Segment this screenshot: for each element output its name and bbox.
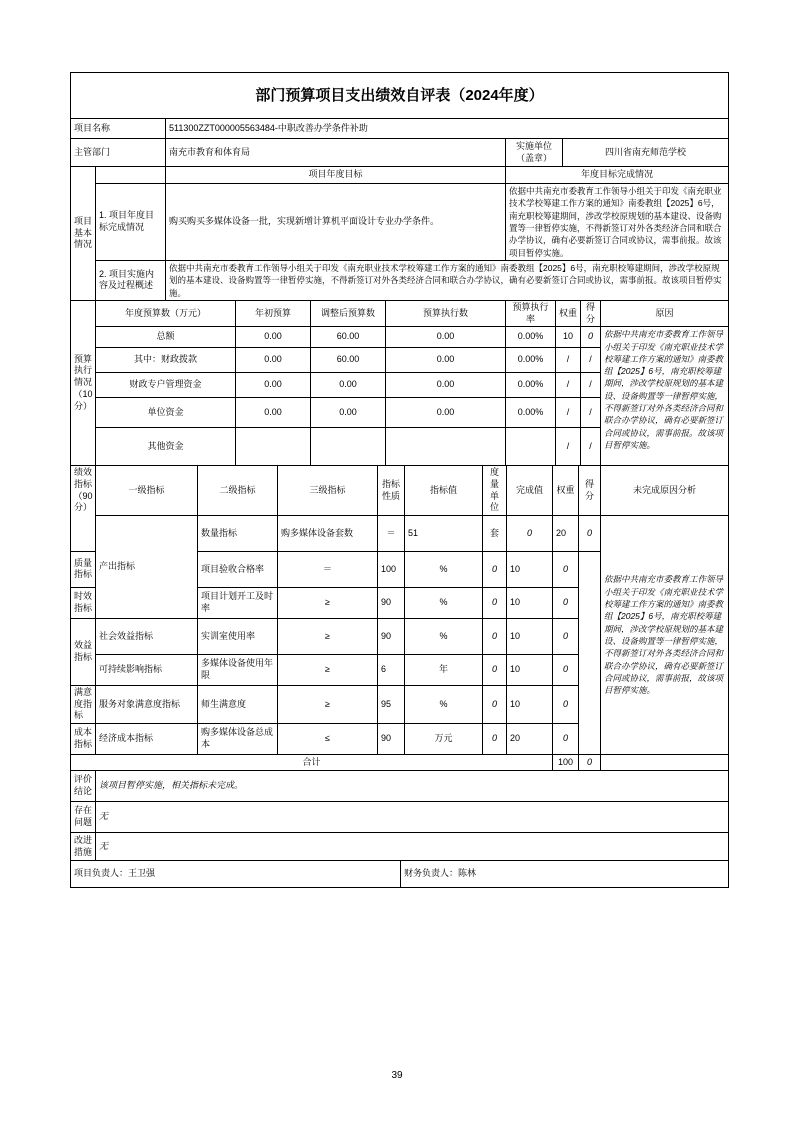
ind-weight: 10 (507, 618, 553, 654)
ind-weight: 20 (507, 724, 553, 755)
budget-rate: 0.00% (506, 348, 556, 373)
goal-header: 项目年度目标 (166, 167, 506, 184)
ind-score: 0 (553, 587, 579, 618)
budget-executed: 0.00 (386, 348, 506, 373)
budget-adjusted: 0.00 (311, 373, 386, 398)
ind-level2: 数量指标 (198, 515, 278, 551)
budget-initial: 0.00 (236, 327, 311, 348)
budget-rate: 0.00% (506, 373, 556, 398)
ind-header-level3: 三级指标 (278, 466, 378, 516)
ind-header-weight: 权重 (553, 466, 579, 516)
total-score: 0 (579, 755, 601, 771)
budget-executed (386, 428, 506, 466)
total-row (71, 755, 729, 771)
annual-goal-text: 购买购买多媒体设备一批，实现新增计算机平面设计专业办学条件。 (166, 184, 506, 261)
dept-value: 南充市教育和体育局 (166, 139, 506, 167)
implementation-text: 依据中共南充市委教育工作领导小组关于印发《南充职业技术学校筹建工作方案的通知》南委教组【2025】6号，南充职校筹建期间，涉改学校原规划的基本建设、设备购置等一律暂停实施，不得新签订对外各类经济合同和联合办学协议，确有必要新签订合同或协议，需事前报。故该项目暂停实施。 (166, 260, 729, 300)
budget-section-table (70, 300, 729, 466)
ind-unit: % (405, 618, 483, 654)
ind-weight: 20 (553, 515, 579, 551)
ind-actual: 0 (483, 618, 507, 654)
ind-header-level1: 一级指标 (96, 466, 198, 516)
ind-actual: 0 (483, 587, 507, 618)
ind-level3: 多媒体设备使用年限 (198, 654, 278, 685)
ind-unit: % (405, 587, 483, 618)
budget-score: 0 (581, 327, 601, 348)
budget-initial: 0.00 (236, 398, 311, 428)
ind-nature: ≥ (278, 685, 378, 723)
project-name-label: 项目名称 (71, 119, 166, 139)
ind-target: 100 (378, 551, 405, 587)
ind-level2: 时效指标 (71, 587, 96, 618)
ind-header-target: 指标值 (405, 466, 483, 516)
ind-nature: ＝ (378, 515, 405, 551)
indicators-section-table (70, 465, 729, 771)
budget-row-name: 其他资金 (96, 428, 236, 466)
budget-executed: 0.00 (386, 327, 506, 348)
budget-initial: 0.00 (236, 348, 311, 373)
budget-header-weight: 权重 (556, 300, 581, 326)
ind-score: 0 (553, 654, 579, 685)
budget-header-rate: 预算执行率 (506, 300, 556, 326)
ind-target: 51 (405, 515, 483, 551)
ind-level2: 经济成本指标 (96, 724, 198, 755)
ind-nature: ≥ (278, 654, 378, 685)
form-title: 部门预算项目支出绩效自评表（2024年度） (71, 73, 729, 119)
finance-manager: 财务负责人：陈林 (401, 861, 729, 888)
ind-score: 0 (553, 618, 579, 654)
project-manager: 项目负责人：王卫强 (71, 861, 401, 888)
ind-nature: ≥ (278, 587, 378, 618)
ind-header-actual: 完成值 (507, 466, 553, 516)
ind-unit: % (405, 685, 483, 723)
budget-adjusted: 0.00 (311, 398, 386, 428)
ind-actual: 0 (483, 724, 507, 755)
budget-row-name: 总额 (96, 327, 236, 348)
ind-actual: 0 (483, 685, 507, 723)
budget-score: / (581, 373, 601, 398)
conclusion-label: 评价结论 (71, 771, 96, 802)
budget-initial (236, 428, 311, 466)
budget-adjusted: 60.00 (311, 348, 386, 373)
budget-weight: 10 (556, 327, 581, 348)
basic-header-spacer (96, 167, 166, 184)
ind-level3: 项目计划开工及时率 (198, 587, 278, 618)
budget-header-executed: 预算执行数 (386, 300, 506, 326)
ind-level3: 项目验收合格率 (198, 551, 278, 587)
ind-actual: 0 (483, 654, 507, 685)
budget-adjusted (311, 428, 386, 466)
unit-value: 四川省南充师范学校 (563, 139, 729, 167)
budget-initial: 0.00 (236, 373, 311, 398)
budget-weight: / (556, 348, 581, 373)
completion-header: 年度目标完成情况 (506, 167, 729, 184)
problems-label: 存在问题 (71, 802, 96, 833)
conclusion-text: 该项目暂停实施，相关指标未完成。 (96, 771, 729, 802)
budget-executed: 0.00 (386, 373, 506, 398)
budget-weight: / (556, 398, 581, 428)
budget-header-reason: 原因 (601, 300, 729, 326)
budget-reason-text: 依据中共南充市委教育工作领导小组关于印发《南充职业技术学校筹建工作方案的通知》南委教组【2025】6号，南充职校筹建期间，涉改学校原规划的基本建设、设备购置等一律暂停实施，不得新签订对外各类经济合同和联合办学协议，确有必要新签订合同或协议，需事前报。故该项目暂停实施。 (601, 327, 729, 466)
budget-weight: / (556, 373, 581, 398)
ind-level1: 成本指标 (71, 724, 96, 755)
indicator-row-quantity (71, 515, 729, 551)
ind-unit: % (405, 551, 483, 587)
basic-section-label: 项目基本情况 (71, 167, 96, 301)
ind-unit: 套 (483, 515, 507, 551)
indicators-section-label: 绩效指标（90分） (71, 466, 96, 552)
ind-target: 90 (378, 618, 405, 654)
ind-level2: 可持续影响指标 (96, 654, 198, 685)
budget-row-name: 单位资金 (96, 398, 236, 428)
unit-label: 实施单位（盖章） (506, 139, 563, 167)
dept-label: 主管部门 (71, 139, 166, 167)
ind-nature: ≥ (278, 618, 378, 654)
basic-row2-label: 2. 项目实施内容及过程概述 (96, 260, 166, 300)
ind-score: 0 (579, 515, 601, 551)
improvements-text: 无 (96, 833, 729, 861)
budget-rate: 0.00% (506, 398, 556, 428)
budget-row-name: 其中：财政拨款 (96, 348, 236, 373)
ind-weight: 10 (507, 654, 553, 685)
budget-executed: 0.00 (386, 398, 506, 428)
ind-level1: 产出指标 (96, 515, 198, 618)
goal-completion-text: 依据中共南充市委教育工作领导小组关于印发《南充职业技术学校筹建工作方案的通知》南委教组【2025】6号，南充职校筹建期间，涉改学校原规划的基本建设、设备购置等一律暂停实施，不得新签订对外各类经济合同和联合办学协议，确有必要新签订合同或协议，需事前报。故该项目暂停实施。 (506, 184, 729, 261)
budget-score: / (581, 428, 601, 466)
budget-header-name: 年度预算数（万元） (96, 300, 236, 326)
page-number: 39 (391, 1070, 403, 1081)
indicators-reason-text: 依据中共南充市委教育工作领导小组关于印发《南充职业技术学校筹建工作方案的通知》南委教组【2025】6号，南充职校筹建期间，涉改学校原规划的基本建设、设备购置等一律暂停实施，不得新签订对外各类经济合同和联合办学协议，确有必要新签订合同或协议，需事前报，故该项目暂停实施。 (601, 515, 729, 754)
ind-target: 95 (378, 685, 405, 723)
ind-weight: 10 (507, 685, 553, 723)
ind-nature: ≤ (278, 724, 378, 755)
budget-rate: 0.00% (506, 327, 556, 348)
budget-section-label: 预算执行情况（10分） (71, 300, 96, 465)
ind-level2: 质量指标 (71, 551, 96, 587)
ind-level3: 购多媒体设备套数 (278, 515, 378, 551)
improvements-label: 改进措施 (71, 833, 96, 861)
self-evaluation-form (70, 72, 728, 888)
budget-score: / (581, 348, 601, 373)
ind-level3: 实训室使用率 (198, 618, 278, 654)
ind-weight: 10 (507, 551, 553, 587)
ind-score: 0 (553, 724, 579, 755)
budget-rate (506, 428, 556, 466)
footer-table (70, 770, 729, 888)
ind-level2: 社会效益指标 (96, 618, 198, 654)
ind-level3: 购多媒体设备总成本 (198, 724, 278, 755)
ind-target: 90 (378, 587, 405, 618)
budget-score: / (581, 398, 601, 428)
ind-actual: 0 (507, 515, 553, 551)
total-label: 合计 (71, 755, 553, 771)
ind-header-reason: 未完成原因分析 (601, 466, 729, 516)
project-name-value: 511300ZZT000005563484-中职改善办学条件补助 (166, 119, 729, 139)
header-table (70, 72, 729, 167)
basic-section-table (70, 166, 729, 301)
ind-score: 0 (553, 551, 579, 587)
ind-weight: 10 (507, 587, 553, 618)
ind-target: 90 (378, 724, 405, 755)
total-weight: 100 (553, 755, 579, 771)
ind-actual: 0 (483, 551, 507, 587)
ind-level3: 师生满意度 (198, 685, 278, 723)
basic-row1-label: 1. 项目年度目标完成情况 (96, 184, 166, 261)
ind-level1: 满意度指标 (71, 685, 96, 723)
ind-header-level2: 二级指标 (198, 466, 278, 516)
ind-header-unit: 度量单位 (483, 466, 507, 516)
ind-unit: 万元 (405, 724, 483, 755)
problems-text: 无 (96, 802, 729, 833)
ind-target: 6 (378, 654, 405, 685)
ind-unit: 年 (405, 654, 483, 685)
budget-header-adjusted: 调整后预算数 (311, 300, 386, 326)
budget-adjusted: 60.00 (311, 327, 386, 348)
budget-header-initial: 年初预算 (236, 300, 311, 326)
budget-row-name: 财政专户管理资金 (96, 373, 236, 398)
ind-nature: ＝ (278, 551, 378, 587)
ind-level2: 服务对象满意度指标 (96, 685, 198, 723)
ind-level1: 效益指标 (71, 618, 96, 685)
budget-weight: / (556, 428, 581, 466)
ind-header-score: 得分 (579, 466, 601, 516)
budget-header-score: 得分 (581, 300, 601, 326)
total-reason-spacer (601, 755, 729, 771)
budget-row-total (71, 327, 729, 348)
ind-score: 0 (553, 685, 579, 723)
ind-header-nature: 指标性质 (378, 466, 405, 516)
